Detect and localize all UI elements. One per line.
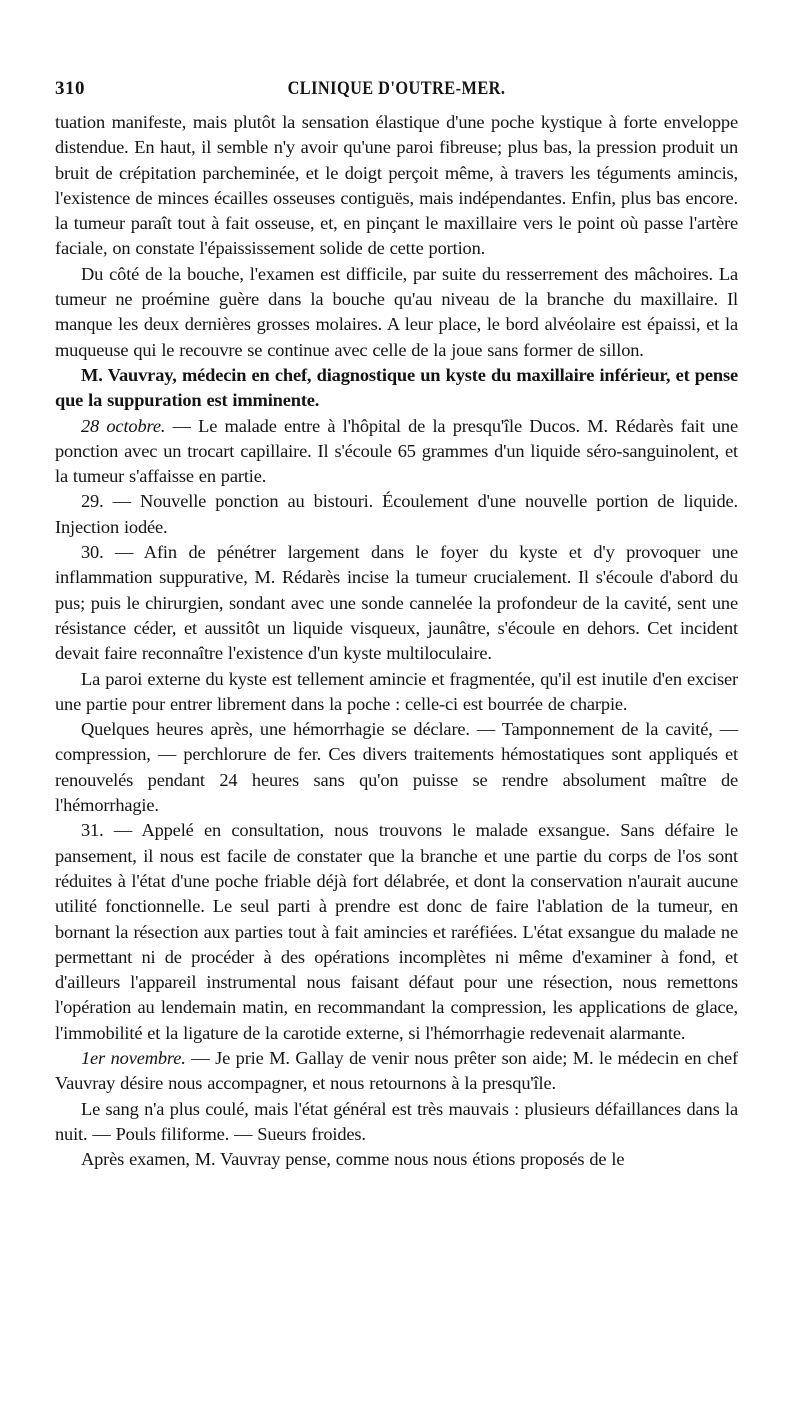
paragraph: Quelques heures après, une hémorrhagie se déclare. — Tamponnement de la cavité, — compression, — perchlorure de fer. Ces divers traitements hémostatiques sont appliqués et renouvelés pendant 24 heures sans qu'on puisse se rendre absolument maître de l'hémorrhagie.	[55, 719, 738, 816]
paragraph: 30. — Afin de pénétrer largement dans le foyer du kyste et d'y provoquer une inflammation suppurative, M. Rédarès incise la tumeur crucialement. Il s'écoule d'abord du pus; puis le chirurgien, sondant avec une sonde cannelée la profondeur de la cavité, sent une résistance céder, et aussitôt un liquide visqueux, jaunâtre, s'écoule en dehors. Cet incident devait faire reconnaître l'existence d'un kyste multiloculaire.	[55, 542, 738, 664]
paragraph: Du côté de la bouche, l'examen est difficile, par suite du resserrement des mâchoires. La tumeur ne proémine guère dans la bouche qu'au niveau de la branche du maxillaire. Il manque les deux dernières grosses molaires. A leur place, le bord alvéolaire est épaissi, et la muqueuse qui le recouvre se continue avec celle de la joue sans former de sillon.	[55, 263, 738, 360]
paragraph: M. Vauvray, médecin en chef, diagnostique un kyste du maxillaire inférieur, et pense que la suppuration est imminente.	[55, 364, 738, 411]
page-number: 310	[55, 78, 85, 99]
body-text	[55, 110, 738, 1172]
paragraph: 29. — Nouvelle ponction au bistouri. Écoulement d'une nouvelle portion de liquide. Injection iodée.	[55, 491, 738, 537]
paragraph: 1er novembre. — Je prie M. Gallay de venir nous prêter son aide; M. le médecin en chef Vauvray désire nous accompagner, et nous retournons à la presqu'île.	[55, 1047, 738, 1094]
page-header	[55, 78, 738, 110]
book-page	[55, 78, 738, 1172]
entry-date: 28 octobre.	[81, 415, 166, 436]
paragraph: Le sang n'a plus coulé, mais l'état général est très mauvais : plusieurs défaillances dans la nuit. — Pouls filiforme. — Sueurs froides.	[55, 1098, 738, 1144]
paragraph: 28 octobre. — Le malade entre à l'hôpital de la presqu'île Ducos. M. Rédarès fait une ponction avec un trocart capillaire. Il s'écoule 65 grammes d'un liquide séro-sanguinolent, et la tumeur s'affaisse en partie.	[55, 415, 738, 487]
entry-date: 1er novembre.	[81, 1047, 186, 1068]
paragraph: tuation manifeste, mais plutôt la sensation élastique d'une poche kystique à forte enveloppe distendue. En haut, il semble n'y avoir qu'une paroi fibreuse; plus bas, la pression produit un bruit de crépitation parcheminée, et le doigt perçoit même, à travers les téguments amincis, l'existence de minces écailles osseuses contiguës, mais indépendantes. Enfin, plus bas encore. la tumeur paraît tout à fait osseuse, et, en pinçant le maxillaire vers le point où passe l'artère faciale, on constate l'épaississement solide de cette portion.	[55, 112, 738, 259]
running-head: CLINIQUE D'OUTRE-MER.	[287, 78, 506, 99]
paragraph: 31. — Appelé en consultation, nous trouvons le malade exsangue. Sans défaire le pansement, il nous est facile de constater que la branche et une partie du corps de l'os sont réduites à l'état d'une poche friable déjà fort délabrée, et dont la conservation n'aurait aucune utilité fonctionnelle. Le seul parti à prendre est donc de faire l'ablation de la tumeur, en bornant la résection aux parties tout à fait amincies et raréfiées. L'état exsangue du malade ne permettant ni de procéder à des opérations incomplètes ni même d'examiner à fond, et d'ailleurs l'appareil instrumental nous faisant défaut pour une résection, nous remettons l'opération au lendemain matin, en recommandant la compression, les applications de glace, l'immobilité et la ligature de la carotide externe, si l'hémorrhagie redevenait alarmante.	[55, 820, 738, 1043]
paragraph: Après examen, M. Vauvray pense, comme nous nous étions proposés de le	[81, 1149, 625, 1170]
paragraph: La paroi externe du kyste est tellement amincie et fragmentée, qu'il est inutile d'en exciser une partie pour entrer librement dans la poche : celle-ci est bourrée de charpie.	[55, 668, 738, 714]
